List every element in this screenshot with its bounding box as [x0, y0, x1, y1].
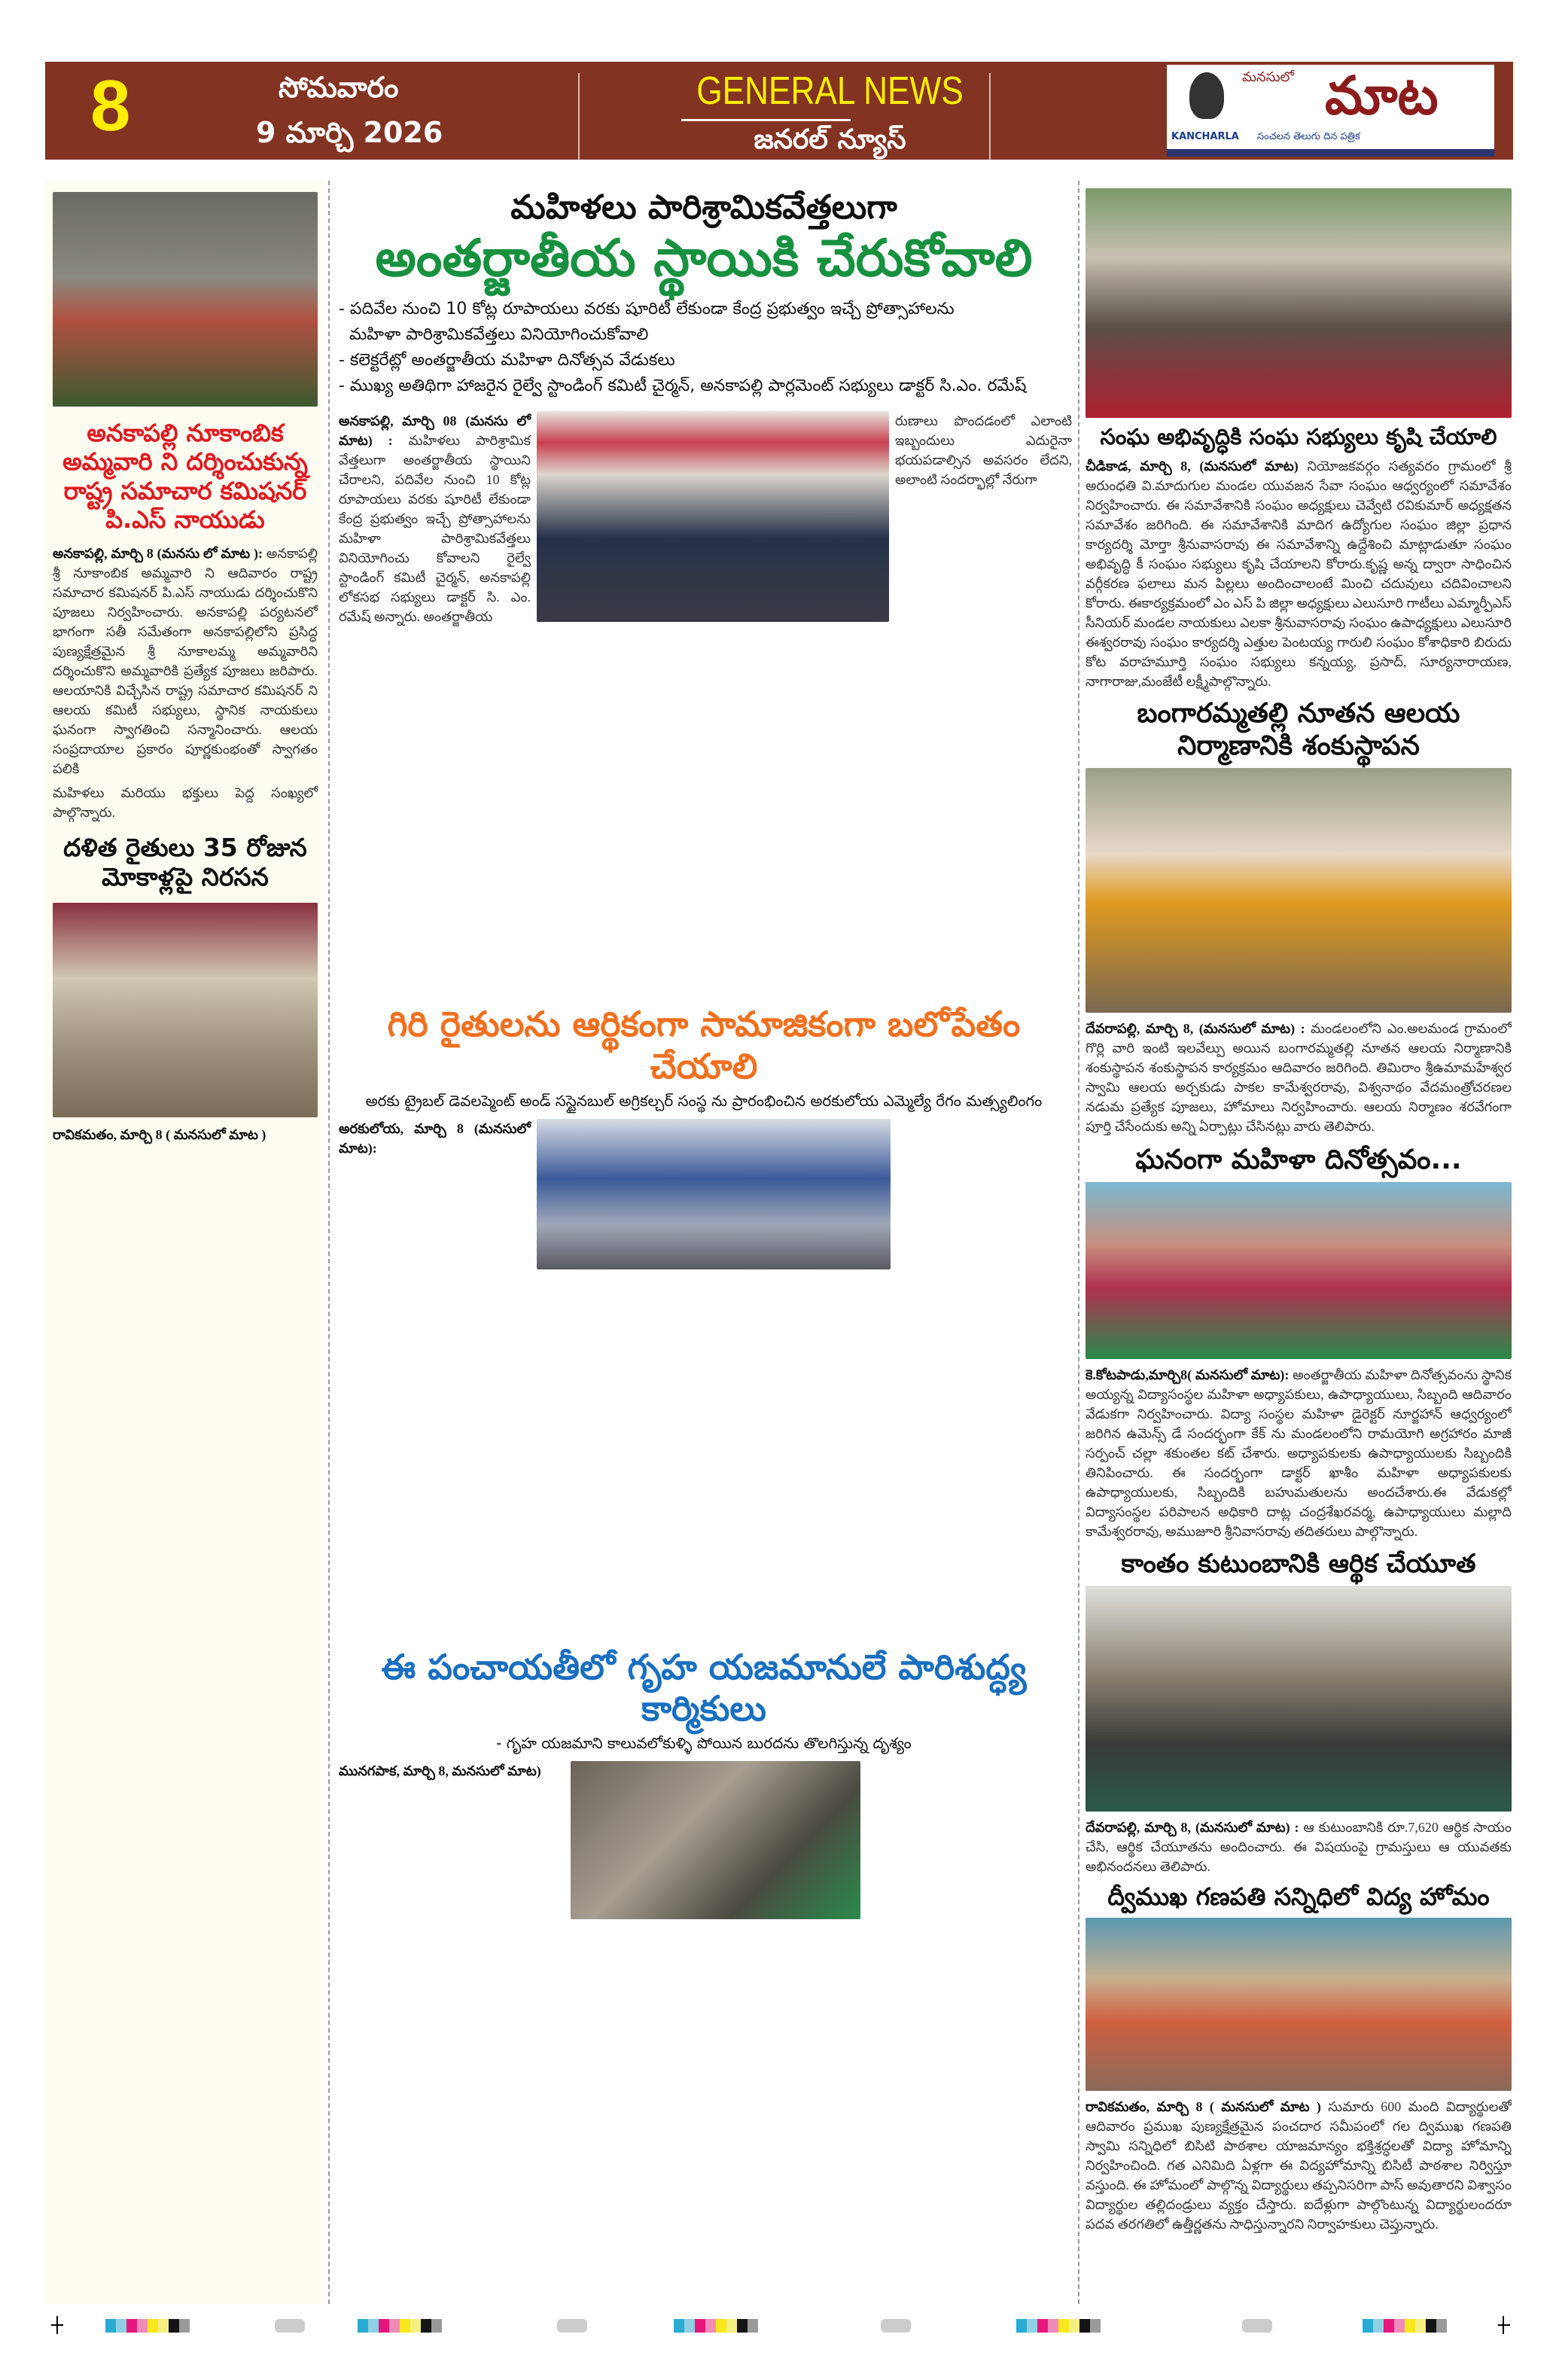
newspaper-logo	[1167, 65, 1494, 157]
headline-right-3: ఘనంగా మహిళా దినోత్సవం...	[1135, 1144, 1462, 1176]
family-aid-photo	[1086, 1586, 1512, 1812]
bullet: - పదివేల నుంచి 10 కోట్ల రూపాయలు వరకు షూరిటీ లేకుండా కేంద్ర ప్రభుత్వం ఇచ్చే ప్రోత్సాహాలను	[339, 300, 955, 319]
dateline: చీడికాడ, మార్చి 8, (మనసులో మాట)	[1086, 458, 1299, 474]
section-rule	[681, 119, 851, 121]
headline-right-5: ద్వీముఖ గణపతి సన్నిధిలో విద్య హోమం	[1107, 1882, 1490, 1912]
headline-right-2: బంగారమ్మతల్లి నూతన ఆలయ నిర్మాణానికి శంకుస్థాపన	[1137, 697, 1460, 761]
gray-patch	[1242, 2319, 1272, 2333]
middle-column	[335, 188, 1073, 2296]
article-closing: మహిళలు మరియు భక్తులు పెద్ద సంఖ్యలో పాల్గొన్నారు.	[53, 785, 318, 820]
article-text: అనకాపల్లి శ్రీ నూకాంబిక అమ్మవారి ని ఆదివారం రాష్ట్ర సమాచార కమిషనర్ పి.ఎస్ నాయుడు దర్శించుకొని పూజలు నిర్వహించారు. అనకాపల్లి పర్యటనలో భాగంగా సతీ సమేతంగా అనకాపల్లిలోని ప్రసిద్ధ పుణ్యక్షేత్రమైన శ్రీ నూకాలమ్మ అమ్మవారిని దర్శించుకొని అమ్మవారికి ప్రత్యేక పూజలు జరిపారు. ఆలయానికి విచ్చేసిన రాష్ట్ర సమాచార కమిషనర్ ని ఆలయ కమిటీ సభ్యులు, స్థానిక నాయకులు ఘనంగా స్వాగతించి సన్మానించారు. ఆలయ సంప్రదాయాల ప్రకారం పూర్ణకుంభంతో స్వాగతం పలికి	[53, 545, 318, 776]
article-text: నియోజకవర్గం సత్యవరం గ్రామంలో శ్రీ అరుంధతి వి.మాదుగుల మండల యువజన సేవా సంఘం ఆధ్వర్యంలో సమావేశం నిర్వహించారు. ఈ సమావేశానికి సంఘం అధ్యక్షులు చెవ్వేటి రవికుమార్ అధ్యక్షతన సమావేశం జరిగింది. ఈ సమావేశానికి మాదిగ ఉద్యోగుల సంఘం జిల్లా ప్రధాన కార్యదర్శి మోర్తా శ్రీనువాసరావు ఈ సమావేశాన్ని ఉద్దేశించి మాట్లాడుతూ సంఘం అభివృద్ధి కీ సంఘం సభ్యులు కృషి చేయాలని కోరారు.కృష్ణ అన్న ద్వారా సాధించిన వర్గీకరణ ఫలాలు మన పిల్లలు అందించాలంటే మించి చదువులు చదివించాలని కోరారు. ఈకార్యక్రమంలో ఎం ఎస్ పి జిల్లా అధ్యక్షులు ఎలుసూరి గాటీలు ఎమ్మార్పీఎస్ సీనియర్ మండల నాయకులు ఎలకా శ్రీనువాసరావు సంఘం ఉపాధ్యక్షులు ఎలుసూరి ఈశ్వరరావు సంఘం కార్యదర్శి ఎత్తుల పెంటయ్య గారులి సంఘం కోశాధికారి బిరుదు కోట వరాహమూర్తి సంఘం సభ్యులు కన్నయ్య, ప్రసాద్, సూర్యనారాయణ, నాగారాజు,మంజేటీ లక్ష్మీపాల్గొన్నారు.	[1086, 458, 1512, 689]
divider	[578, 73, 580, 160]
temple-photo	[53, 192, 318, 407]
color-bar	[358, 2319, 442, 2333]
lead-headline: అంతర్జాతీయ స్థాయికి చేరుకోవాలి	[375, 228, 1033, 288]
article-text: అంతర్జాతీయ మహిళా దినోత్సవంను స్థానిక అయ్యన్న విద్యాసంస్థల మహిళా అధ్యాపకులు, ఉపాధ్యాయులు, సిబ్బంది ఆదివారం వేడుకగా నిర్వహించారు. విద్యా సంస్థల మహిళా డైరెక్టర్ నూర్జహాన్ ఆధ్వర్యంలో జరిగిన ఉమెన్స్ డే సందర్భంగా కేక్ ను మండలంలోని రామయోగి అగ్రహారం మాజీ సర్పంచ్ చల్లా శకుంతల కట్ చేశారు. అధ్యాపకులకు ఉపాధ్యాయులకు సిబ్బందికి తినిపించారు. ఈ సందర్భంగా డాక్టర్ ఖాశీం మహిళా అధ్యాపకులకు ఉపాధ్యాయులకు, సిబ్బందికి బహుమతులను అందచేశారు.ఈ వేడుకల్లో విద్యాసంస్థల పరిపాలన అధికారి దాట్ల చంద్రశేఖరవర్మ, ఉపాధ్యాయులు మల్లాది కామేశ్వరరావు, అముజూరి శ్రీనివాసరావు తదితరులు పాల్గొన్నారు.	[1086, 1367, 1512, 1540]
lead-bullets	[335, 297, 1073, 399]
article-text: సుమారు 600 మంది విద్యార్థులతో ఆదివారం ప్రముఖ పుణ్యక్షేత్రమైన పంచదార సమీపంలో గల ద్విముఖ గణపతి స్వామి సన్నిధిలో బిసిటి పాఠశాల యాజమాన్యం భక్తిశ్రద్ధలతో విద్యా హోమాన్ని నిర్వహించింది. గత ఎనిమిది ఏళ్లగా ఈ విద్యహోమాన్ని బిసిటీ పాఠశాల నిర్విస్తూ వస్తుంది. ఈ హోమంలో పాల్గొన్న విద్యార్థులు తప్పనిసరిగా పాస్ అవుతారని విశ్వాసం విద్యార్థుల తల్లిదండ్రులు వ్యక్తం చేస్తారు. ఐదేళ్లుగా పాల్గొంటున్న విద్యార్థులందరూ పదవ తరగతిలో ఉత్తీర్ణతను సాధిస్తున్నారని నిర్వాహకులు చెప్తున్నారు.	[1086, 2098, 1512, 2232]
page-number: 8	[90, 66, 131, 146]
article-left-1	[53, 544, 318, 779]
spacer	[335, 1919, 1073, 2296]
color-bar	[1016, 2319, 1101, 2333]
dateline: రావికమతం, మార్చి 8 ( మనసులో మాట )	[1086, 2098, 1321, 2114]
lead-photo	[537, 411, 889, 622]
vidya-homam-photo	[1086, 1918, 1512, 2091]
portrait-icon	[1189, 72, 1224, 119]
article-text: ఆ కుటుంబానికి రూ.7,620 ఆర్థిక సాయం చేసి, ఆర్థిక చేయూతను అందించారు. ఈ విషయంపై గ్రామస్తులు ఆ యువతకు అభినందనలు తెలిపారు.	[1086, 1820, 1512, 1875]
dateline: దేవరాపల్లి, మార్చి 8, (మనసులో మాట) :	[1086, 1021, 1305, 1037]
headline-right-1: సంఘ అభివృద్ధికి సంఘ సభ్యులు కృషి చేయాలి	[1100, 424, 1497, 449]
section-title-en: GENERAL NEWS	[696, 69, 964, 113]
logo-big: మాట	[1325, 65, 1439, 126]
article-left-2	[53, 1125, 318, 1144]
bullet: మహిళా పారిశ్రామికవేత్తలు వినియోగించుకోవాలి	[349, 325, 649, 345]
color-bar	[674, 2319, 758, 2333]
tribal-event-photo	[537, 1119, 891, 1269]
middle-article-2	[335, 1119, 1073, 1269]
gray-patch	[881, 2319, 911, 2333]
headline-middle-2: గిరి రైతులను ఆర్థికంగా సామాజికంగా బలోపేతం చేయాలి	[387, 1004, 1021, 1086]
article-right-3	[1086, 1365, 1512, 1541]
dateline: అనకాపల్లి, మార్చి 8 (మనసు లో మాట ):	[53, 545, 263, 561]
registration-mark	[51, 2324, 63, 2326]
lead-article-right: రుణాలు పొందడంలో ఎలాంటి ఇబ్బందులు ఎదురైనా భయపడాల్సిన అవసరం లేదని, అలాంటి సందర్భాల్లో నేరుగా	[895, 413, 1072, 488]
spacer	[335, 626, 1073, 1004]
foundation-ceremony-photo	[1086, 768, 1512, 1013]
dateline: కె.కోటపాడు,మార్చి8( మనసులో మాట):	[1086, 1367, 1290, 1383]
lead-article	[335, 411, 1073, 626]
section-title-te: జనరల్ న్యూస్	[754, 124, 906, 155]
registration-mark	[1498, 2324, 1510, 2326]
day-label: సోమవారం	[279, 71, 399, 104]
article-right-1	[1086, 456, 1512, 691]
bullet: - ముఖ్య అతిథిగా హాజరైన రైల్వే స్టాండింగ్ కమిటీ చైర్మన్, అనకాపల్లి పార్లమెంట్ సభ్యులు డాక్టర్ సి.ఎం. రమేష్	[339, 376, 1027, 396]
drain-cleaning-photo	[571, 1761, 860, 1919]
spacer	[335, 1269, 1073, 1647]
logo-brand: KANCHARLA	[1171, 131, 1239, 142]
left-column	[45, 181, 325, 2304]
gray-patch	[557, 2319, 587, 2333]
column-rule	[328, 181, 330, 2304]
dateline: అరకులోయ, మార్చి 8 (మనసులో మాట):	[339, 1120, 531, 1156]
article-middle-2	[339, 1119, 531, 1158]
dateline: అనకాపల్లి, మార్చి 08 (మనసు లో మాట) :	[339, 413, 531, 449]
article-right-5	[1086, 2097, 1512, 2234]
dateline: మునగపాక, మార్చి 8, మనసులో మాట)	[339, 1763, 541, 1779]
bullet: - కలెక్టరేట్లో అంతర్జాతీయ మహిళా దినోత్సవ వేడుకలు	[339, 351, 675, 370]
middle-article-3	[335, 1761, 1073, 1919]
logo-small: మనసులో	[1242, 69, 1295, 85]
headline-left-1: అనకాపల్లి నూకాంబిక అమ్మవారి ని దర్శించుకున్న రాష్ట్ర సమాచార కమిషనర్ పి.ఎస్ నాయుడు	[62, 419, 308, 535]
headline-left-2: దళిత రైతులు 35 రోజున మోకాళ్లపై నిరసన	[63, 832, 307, 892]
column-rule	[1078, 181, 1079, 2304]
protest-photo	[53, 903, 318, 1117]
article-text: మహిళలు పారిశ్రామిక వేత్తలుగా అంతర్జాతీయ స్థాయిని చేరాలని, పదివేల నుంచి 10 కోట్ల రూపాయలు వరకు షూరిటీ లేకుండా కేంద్ర ప్రభుత్వం ఇచ్చే ప్రోత్సాహాలను మహిళా పారిశ్రామికవేత్తలు వినియోగించు కోవాలని రైల్వే స్టాండింగ్ కమిటీ చైర్మన్, అనకాపల్లి లోకసభ సభ్యులు డాక్టర్ సి. ఎం. రమేష్ అన్నారు. అంతర్జాతీయ	[339, 433, 531, 625]
dateline: రావికమతం, మార్చి 8 ( మనసులో మాట )	[53, 1126, 266, 1142]
headline-middle-3: ఈ పంచాయతీలో గృహ యజమానులే పారిశుద్ధ్య కార్మికులు	[381, 1646, 1027, 1729]
logo-tagline: సంచలన తెలుగు దిన పత్రిక	[1257, 131, 1360, 142]
lead-article-left	[339, 411, 531, 626]
right-column	[1086, 188, 1512, 2296]
color-bar	[105, 2319, 190, 2333]
dateline: దేవరాపల్లి, మార్చి 8, (మనసులో మాట) :	[1086, 1820, 1299, 1836]
subhead-middle-2: అరకు ట్రైబల్ డెవలప్మెంట్ అండ్ సస్టైనబుల్ అగ్రికల్చర్ సంస్థ ను ప్రారంభించిన అరకులోయ ఎమ్మెల్యే రేగం మత్స్యలింగం	[365, 1091, 1043, 1110]
meeting-photo	[1086, 188, 1512, 418]
article-right-4	[1086, 1818, 1512, 1876]
gray-patch	[275, 2319, 305, 2333]
article-right-2	[1086, 1019, 1512, 1136]
subhead-middle-3: - గృహ యజమాని కాలువలోకుళ్ళి పోయిన బురదను తొలగిస్తున్న దృశ్యం	[496, 1734, 912, 1753]
article-text: మండలంలోని ఎం.అలమండ గ్రామంలో గొర్లి వారి ఇంటి ఇలవేల్పు అయిన బంగారమ్మతల్లి నూతన ఆలయ నిర్మాణానికి శంకుస్థాపన శంకుస్థాపన కార్యక్రమం ఆదివారం జరిగింది. తిమిరాం శ్రీఉమామహేశ్వర స్వామి ఆలయ అర్చకుడు పాకల కామేశ్వరరావు, విశ్వనాథం వేదమంత్రోచరణల నడుమ ప్రత్యేక పూజలు, హోమాలు నిర్వహించారు. ఆలయ నిర్మాణం శరవేగంగా పూర్తి చేసేందుకు అన్ని ఏర్పాట్లు చేసినట్లు వారు తెలిపారు.	[1086, 1021, 1512, 1135]
article-middle-3	[339, 1761, 565, 1781]
color-bar	[1363, 2319, 1447, 2333]
womens-day-photo	[1086, 1182, 1512, 1359]
headline-right-4: కాంతం కుటుంబానికి ఆర్థిక చేయూత	[1121, 1549, 1476, 1580]
lead-kicker: మహిళలు పారిశ్రామికవేత్తలుగా	[510, 188, 897, 227]
masthead	[45, 62, 1513, 160]
date-label: 9 మార్చి 2026	[256, 116, 443, 149]
